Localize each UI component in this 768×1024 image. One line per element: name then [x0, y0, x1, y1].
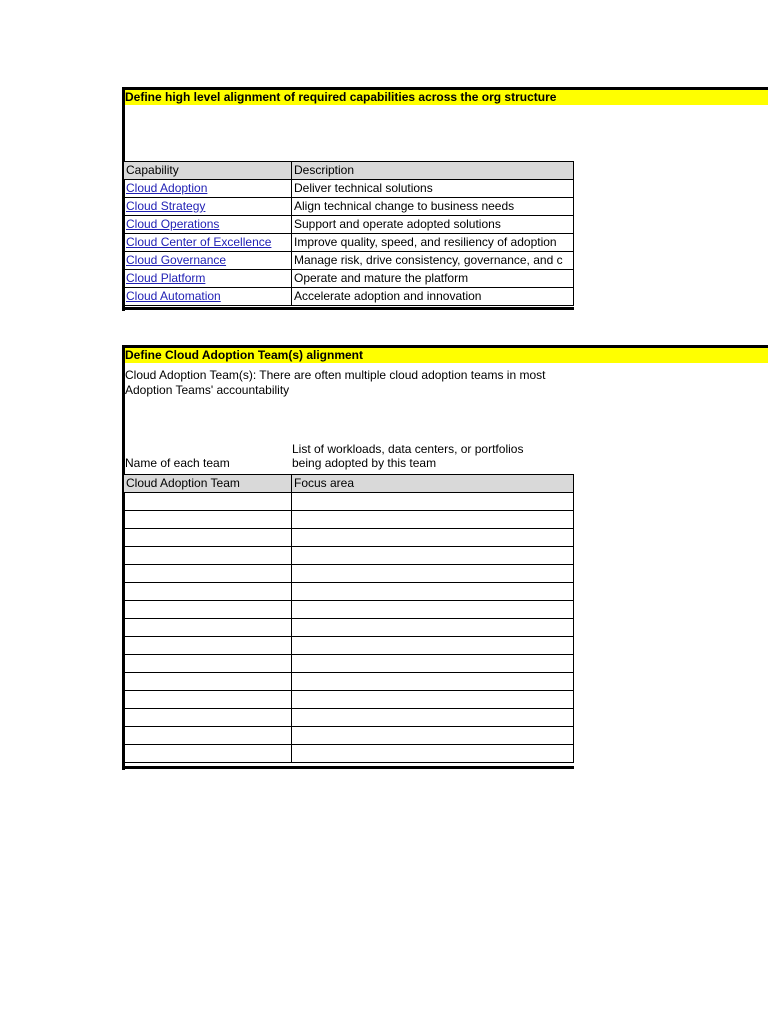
team-row — [124, 547, 574, 565]
team-name-cell[interactable] — [124, 745, 292, 763]
focus-area-cell[interactable] — [292, 511, 574, 529]
focus-area-cell[interactable] — [292, 673, 574, 691]
focus-area-cell[interactable] — [292, 727, 574, 745]
focus-area-cell[interactable] — [292, 709, 574, 727]
focus-area-cell[interactable] — [292, 493, 574, 511]
section1-title-bar — [123, 87, 768, 105]
team-row — [124, 511, 574, 529]
capability-link[interactable]: Cloud Governance — [126, 253, 227, 267]
capability-link[interactable]: Cloud Strategy — [126, 199, 206, 213]
capability-cell[interactable] — [124, 288, 292, 306]
focus-area-cell[interactable] — [292, 655, 574, 673]
capability-cell[interactable] — [124, 216, 292, 234]
focus-list-label-line1: List of workloads, data centers, or portfolios — [292, 442, 524, 456]
description-cell[interactable]: Align technical change to business needs — [292, 198, 574, 216]
team-name-cell[interactable] — [124, 601, 292, 619]
capability-row — [124, 198, 574, 216]
team-row — [124, 619, 574, 637]
team-row — [124, 493, 574, 511]
team-row — [124, 655, 574, 673]
capability-link[interactable]: Cloud Automation — [126, 289, 221, 303]
section1-bottom-border — [123, 307, 574, 310]
team-name-cell[interactable] — [124, 565, 292, 583]
capability-row — [124, 288, 574, 306]
description-cell[interactable]: Deliver technical solutions — [292, 180, 574, 198]
description-cell[interactable]: Manage risk, drive consistency, governance, and c — [292, 252, 574, 270]
team-name-cell[interactable] — [124, 727, 292, 745]
capability-cell[interactable] — [124, 270, 292, 288]
capability-row — [124, 234, 574, 252]
team-name-cell[interactable] — [124, 493, 292, 511]
team-row — [124, 529, 574, 547]
team-column-header[interactable]: Cloud Adoption Team — [124, 475, 292, 493]
team-name-cell[interactable] — [124, 619, 292, 637]
team-row — [124, 601, 574, 619]
focus-area-cell[interactable] — [292, 565, 574, 583]
capability-link[interactable]: Cloud Adoption — [126, 181, 208, 195]
team-row — [124, 709, 574, 727]
section1-title: Define high level alignment of required capabilities across the org structure — [125, 90, 557, 104]
focus-area-cell[interactable] — [292, 745, 574, 763]
team-name-cell[interactable] — [124, 529, 292, 547]
team-name-cell[interactable] — [124, 547, 292, 565]
team-row — [124, 691, 574, 709]
capability-cell[interactable] — [124, 252, 292, 270]
focus-area-cell[interactable] — [292, 601, 574, 619]
team-name-cell[interactable] — [124, 511, 292, 529]
capability-row — [124, 270, 574, 288]
team-name-cell[interactable] — [124, 583, 292, 601]
section2-note-line2: Adoption Teams' accountability — [125, 383, 290, 397]
focus-list-label-line2: being adopted by this team — [292, 456, 437, 470]
section2-title: Define Cloud Adoption Team(s) alignment — [125, 348, 363, 362]
team-name-cell[interactable] — [124, 709, 292, 727]
description-cell[interactable]: Operate and mature the platform — [292, 270, 574, 288]
capability-link[interactable]: Cloud Center of Excellence — [126, 235, 272, 249]
name-of-team-label: Name of each team — [125, 456, 230, 470]
team-name-cell[interactable] — [124, 637, 292, 655]
team-name-cell[interactable] — [124, 655, 292, 673]
focus-area-cell[interactable] — [292, 637, 574, 655]
focus-area-cell[interactable] — [292, 583, 574, 601]
description-cell[interactable]: Accelerate adoption and innovation — [292, 288, 574, 306]
team-row — [124, 565, 574, 583]
focus-area-cell[interactable] — [292, 691, 574, 709]
capability-row — [124, 180, 574, 198]
focus-area-cell[interactable] — [292, 529, 574, 547]
section2-note-line1: Cloud Adoption Team(s): There are often multiple cloud adoption teams in most — [125, 368, 546, 382]
team-name-cell[interactable] — [124, 691, 292, 709]
adoption-team-table — [123, 474, 574, 763]
team-row — [124, 727, 574, 745]
description-cell[interactable]: Support and operate adopted solutions — [292, 216, 574, 234]
team-row — [124, 673, 574, 691]
section2-title-bar — [123, 345, 768, 363]
capability-table — [123, 161, 574, 306]
focus-area-column-header[interactable]: Focus area — [292, 475, 574, 493]
capability-column-header[interactable]: Capability — [124, 162, 292, 180]
adoption-team-table-header — [124, 475, 574, 493]
capability-cell[interactable] — [124, 180, 292, 198]
focus-area-cell[interactable] — [292, 619, 574, 637]
capability-link[interactable]: Cloud Platform — [126, 271, 206, 285]
team-name-cell[interactable] — [124, 673, 292, 691]
capability-row — [124, 216, 574, 234]
capability-row — [124, 252, 574, 270]
section2-bottom-border — [123, 766, 574, 769]
team-row — [124, 637, 574, 655]
team-row — [124, 583, 574, 601]
capability-cell[interactable] — [124, 198, 292, 216]
description-column-header[interactable]: Description — [292, 162, 574, 180]
focus-area-cell[interactable] — [292, 547, 574, 565]
description-cell[interactable]: Improve quality, speed, and resiliency of adoption — [292, 234, 574, 252]
capability-cell[interactable] — [124, 234, 292, 252]
capability-link[interactable]: Cloud Operations — [126, 217, 220, 231]
team-row — [124, 745, 574, 763]
capability-table-header — [124, 162, 574, 180]
